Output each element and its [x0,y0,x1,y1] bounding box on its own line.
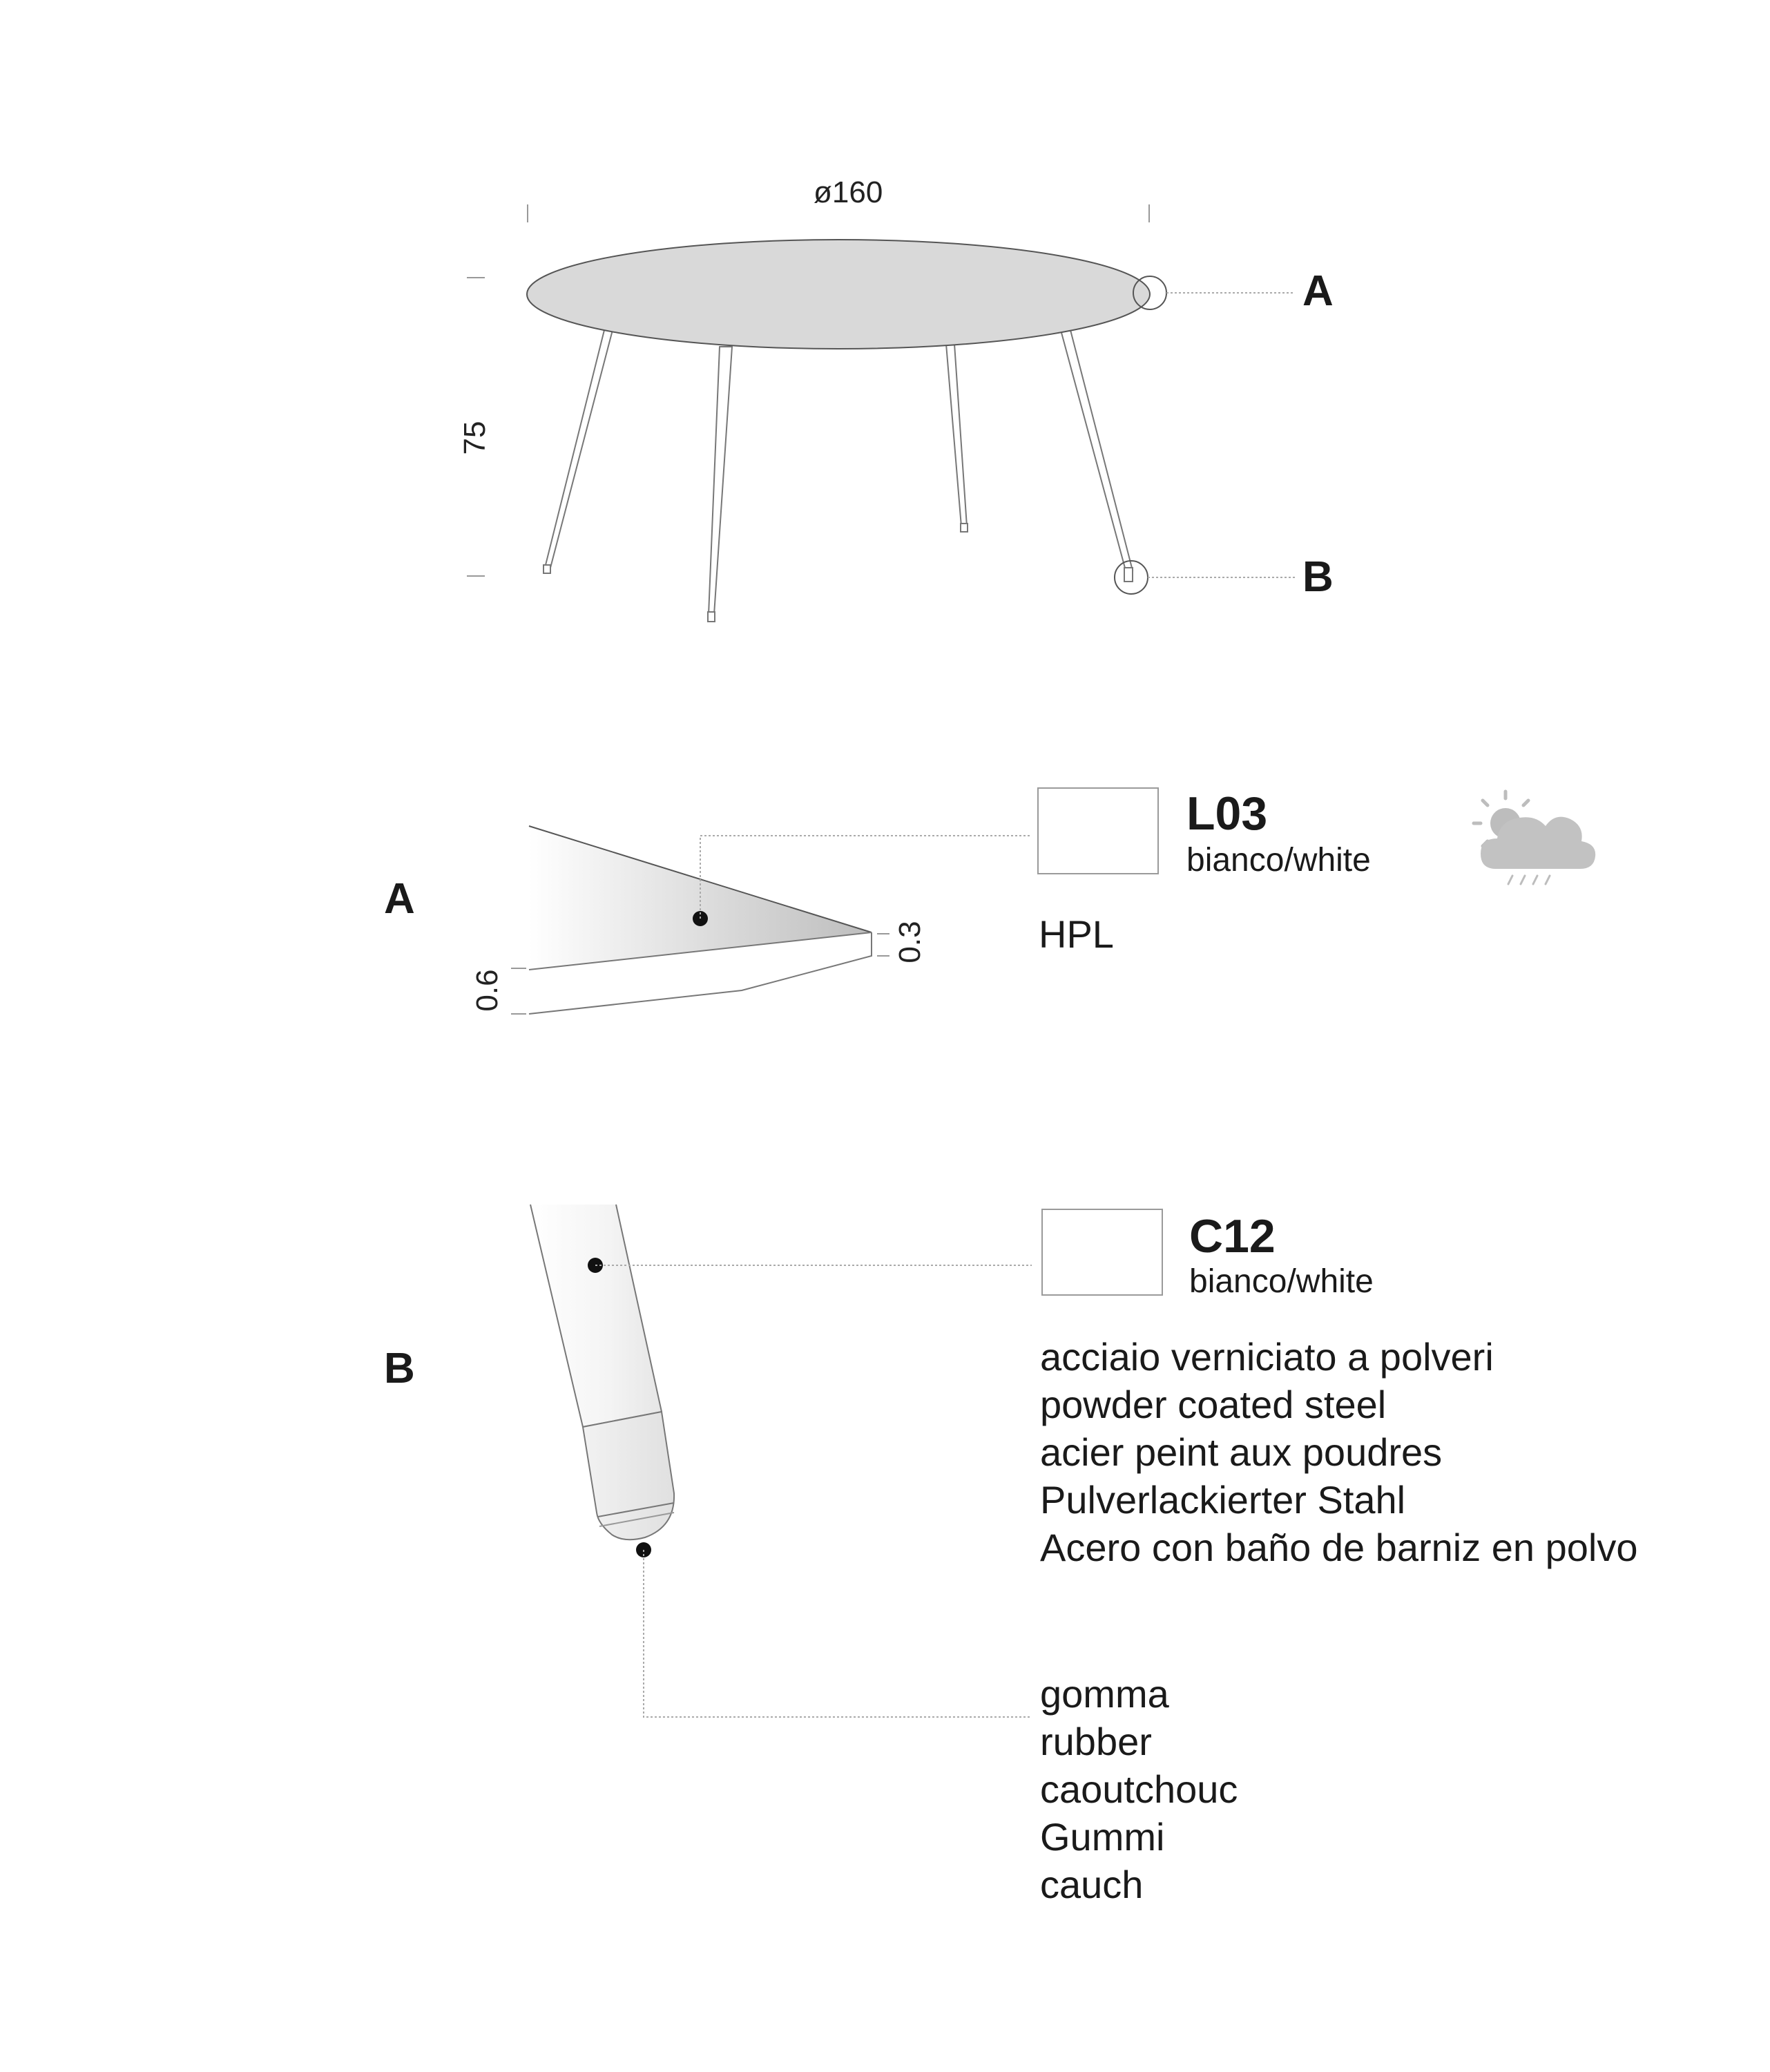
finish-color-l03: bianco/white [1186,842,1371,879]
detail-a-label: A [384,875,415,923]
dim-label-0-6: 0.6 [470,969,504,1012]
leg-body [530,1205,662,1427]
foot-material-es: cauch [1040,1863,1144,1906]
detail-b-label: B [384,1345,415,1392]
height-label: 75 [458,421,492,455]
foot-front-right [1124,568,1133,582]
foot-front-center [708,612,715,622]
foot-back-right [961,524,968,532]
foot-material-it: gomma [1040,1672,1169,1716]
swatch-l03 [1037,787,1159,874]
finish-code-l03: L03 [1186,787,1268,840]
leg-material-de: Pulverlackierter Stahl [1040,1478,1406,1522]
leg-material-it: acciaio verniciato a polveri [1040,1335,1494,1379]
callout-label-b: B [1302,553,1334,601]
table-overview [467,204,1295,622]
dim-label-0-3: 0.3 [893,921,927,963]
detail-a-profile [511,826,1032,1014]
callout-label-a: A [1302,267,1334,315]
tabletop [527,240,1150,349]
foot-material-en: rubber [1040,1720,1152,1763]
finish-color-c12: bianco/white [1189,1263,1374,1300]
table-legs [543,330,1133,622]
material-hpl: HPL [1039,912,1114,956]
leg-back-right [946,344,967,526]
finish-code-c12: C12 [1189,1210,1276,1263]
diameter-label: ø160 [814,175,883,209]
leg-material-fr: acier peint aux poudres [1040,1430,1443,1474]
foot-front-left [543,565,550,573]
leg-material-es: Acero con baño de barniz en polvo [1040,1526,1638,1569]
leg-front-right [1061,330,1133,570]
foot-material-de: Gummi [1040,1815,1165,1859]
leg-material-en: powder coated steel [1040,1383,1387,1426]
foot-material-fr: caoutchouc [1040,1767,1238,1811]
swatch-c12 [1041,1209,1163,1296]
leg-front-center [709,347,732,615]
detail-b-leg [530,1205,1032,1717]
foot-material-list [1040,1670,1238,1908]
leg-front-left [545,330,613,568]
leader-line-foot [644,1550,1032,1717]
partly-cloudy-rain-icon [1474,792,1595,884]
leg-material-list [1040,1333,1637,1571]
